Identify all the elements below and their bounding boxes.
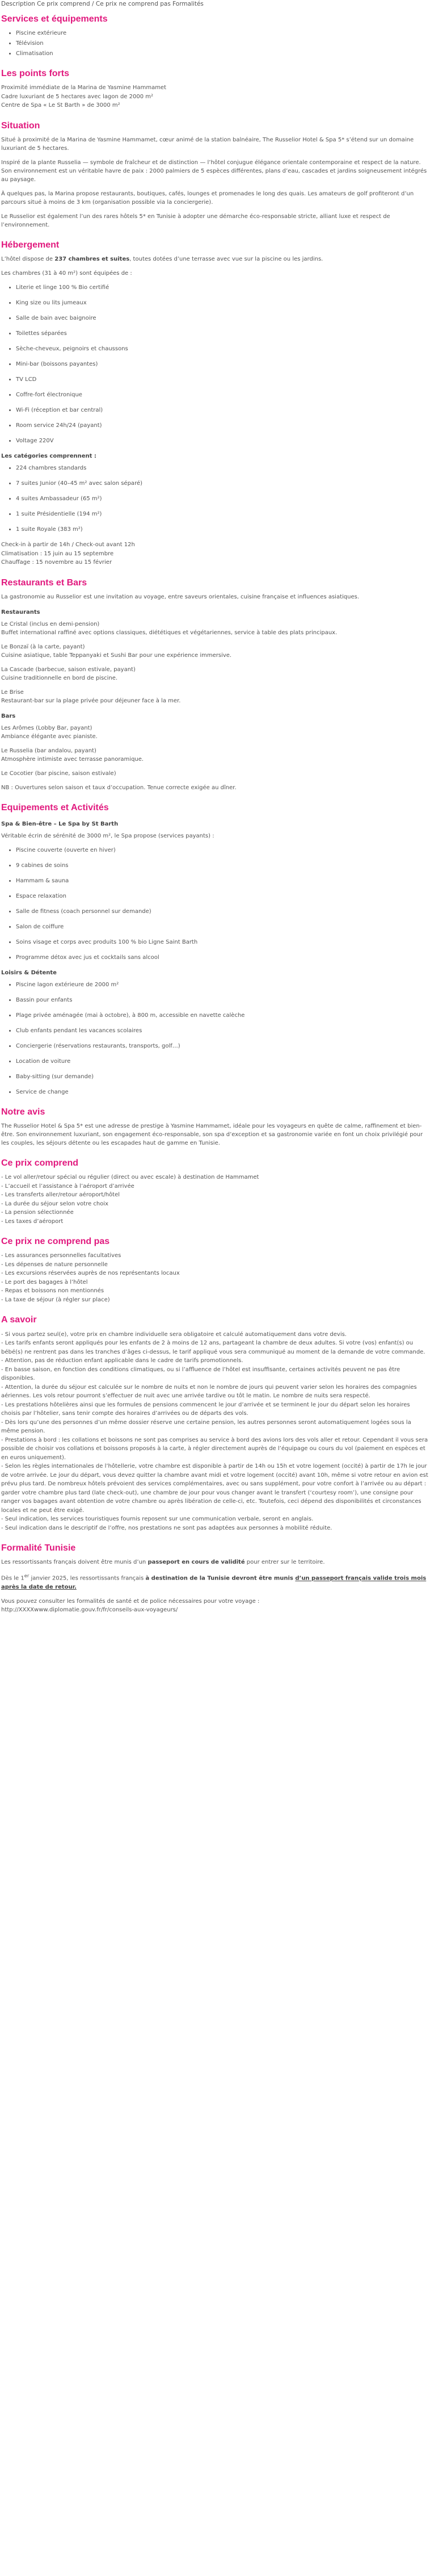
list-item: Check-in à partir de 14h / Check-out avant 12h bbox=[1, 542, 135, 548]
situation-title: Situation bbox=[1, 120, 40, 131]
list-item: • Location de voiture bbox=[16, 1057, 429, 1066]
list-item: • Club enfants pendant les vacances scolaires bbox=[16, 1027, 429, 1035]
formalite-paragraph bbox=[1, 1558, 429, 1566]
list-item: - La pension sélectionnée bbox=[1, 1209, 74, 1216]
restaurants-intro: La gastronomie au Russelior est une invitation au voyage, entre saveurs orientales, cuisine française et influences asiatiques. bbox=[1, 593, 360, 600]
restaurant-item bbox=[1, 688, 429, 705]
formalite-underlined: d’un passeport français valide trois mois après la date de retour. bbox=[1, 1575, 427, 1590]
hebergement-intro-post: , toutes dotées d’une terrasse avec vue sur la piscine ou les jardins. bbox=[129, 256, 323, 262]
list-item: • 7 suites Junior (40–45 m² avec salon séparé) bbox=[16, 479, 429, 488]
list-item: - Les taxes d’aéroport bbox=[1, 1218, 64, 1225]
formalite-paragraph bbox=[1, 1597, 429, 1614]
list-item: - Seul indication, les services touristiques fournis reposent sur une communication verbale, seront en anglais. bbox=[1, 1516, 314, 1523]
formalite-text: Dès le 1 bbox=[1, 1575, 24, 1582]
spa-list bbox=[1, 846, 429, 962]
restaurants-subtitle: Restaurants bbox=[1, 609, 40, 615]
restaurant-item bbox=[1, 665, 429, 682]
a-savoir-list bbox=[1, 1330, 429, 1533]
bar-item bbox=[1, 747, 429, 764]
list-item: • 9 cabines de soins bbox=[16, 861, 429, 870]
list-item: - Selon les règles internationales de l’hôtellerie, votre chambre est disponible à partir de 14h ou 15h et votre logement (occité) à partir de 17h le jour de votre arrivée. Le jour du départ, vous devez quitter la chambre avant midi et votre logement (occité) avant 10h, même si votre retour en avion est prévu plus tard. De nombreux hôtels prévoient des services complémentaires, avec ou sans supplément, pour votre confort à l’arrivée ou au départ : garder votre chambre plus tard (late check-out), une chambre de jour pour vous changer avant le transfert (‘courtesy room’), une consigne pour ranger vos bagages avant obtention de votre chambre ou après libération de celle-ci, etc. Toutefois, ceci dépend des disponibilités et circonstances locales et ne peut être exigé. bbox=[1, 1463, 428, 1514]
notre-avis-section bbox=[1, 1107, 429, 1147]
list-item: • Plage privée aménagée (mai à octobre), à 800 m, accessible en navette calèche bbox=[16, 1011, 429, 1020]
bars-subtitle: Bars bbox=[1, 713, 16, 719]
list-item: • 1 suite Présidentielle (194 m²) bbox=[16, 510, 429, 518]
list-item: Climatisation : 15 juin au 15 septembre bbox=[1, 550, 114, 557]
list-item: - Les prestations hôtelières ainsi que les formules de pensions commencent le jour d’arrivée et se terminent le jour du départ selon les horaires choisis par l’hôtelier, sans tenir compte des horaires d’arrivées ou de départs des vols. bbox=[1, 1401, 410, 1417]
prix-comprend-section bbox=[1, 1158, 429, 1226]
loisirs-title: Loisirs & Détente bbox=[1, 969, 57, 976]
prix-comprend-list bbox=[1, 1173, 429, 1226]
list-item: • Bassin pour enfants bbox=[16, 996, 429, 1004]
restaurant-name: Le Bonzaï (à la carte, payant) bbox=[1, 643, 85, 650]
restaurants-note: NB : Ouvertures selon saison et taux d’occupation. Tenue correcte exigée au dîner. bbox=[1, 784, 237, 791]
prix-ne-comprend-title: Ce prix ne comprend pas bbox=[1, 1237, 110, 1247]
formalite-text: Vous pouvez consulter les formalités de santé et de police nécessaires pour votre voyage : bbox=[1, 1598, 260, 1605]
services-title: Services et équipements bbox=[1, 14, 108, 24]
formalite-title: Formalité Tunisie bbox=[1, 1543, 76, 1553]
list-item: • TV LCD bbox=[16, 375, 429, 384]
restaurants-title: Restaurants et Bars bbox=[1, 577, 87, 588]
services-list bbox=[1, 29, 429, 58]
situation-section bbox=[1, 120, 429, 229]
list-item: - Dès lors qu’une des personnes d’un même dossier réserve une certaine pension, les autres personnes seront automatiquement logées sous la même pension. bbox=[1, 1419, 411, 1435]
prix-comprend-title: Ce prix comprend bbox=[1, 1158, 79, 1168]
list-item: • Room service 24h/24 (payant) bbox=[16, 421, 429, 430]
list-item: Cadre luxuriant de 5 hectares avec lagon de 2000 m² bbox=[1, 93, 154, 100]
loisirs-list bbox=[1, 981, 429, 1096]
rooms-intro: Les chambres (31 à 40 m²) sont équipées de : bbox=[1, 270, 132, 277]
hebergement-intro-pre: L’hôtel dispose de bbox=[1, 256, 55, 262]
bar-desc: Ambiance élégante avec pianiste. bbox=[1, 733, 98, 740]
list-item: • Hammam & sauna bbox=[16, 877, 429, 885]
page-tabs-line: Description Ce prix comprend / Ce prix ne comprend pas Formalités bbox=[1, 1, 204, 7]
formalite-text: Les ressortissants français doivent être munis d’un bbox=[1, 1559, 148, 1566]
list-item: • Literie et linge 100 % Bio certifié bbox=[16, 283, 429, 292]
restaurant-name: Le Brise bbox=[1, 689, 24, 696]
practical-info bbox=[1, 541, 429, 567]
formalite-text: janvier 2025, les ressortissants français bbox=[29, 1575, 146, 1582]
categories-title: Les catégories comprennent : bbox=[1, 453, 96, 459]
bar-item bbox=[1, 769, 429, 778]
hebergement-section bbox=[1, 240, 429, 567]
restaurant-desc: Cuisine asiatique, table Teppanyaki et Sushi Bar pour une expérience immersive. bbox=[1, 652, 232, 659]
points-forts-section bbox=[1, 68, 429, 110]
list-item: • King size ou lits jumeaux bbox=[16, 299, 429, 307]
restaurant-name: Le Cristal (inclus en demi-pension) bbox=[1, 621, 100, 627]
list-item: • Télévision bbox=[16, 39, 429, 48]
list-item: • Piscine couverte (ouverte en hiver) bbox=[16, 846, 429, 855]
list-item: - Repas et boissons non mentionnés bbox=[1, 1288, 104, 1295]
list-item: - En basse saison, en fonction des conditions climatiques, ou si l’affluence de l’hôtel est insuffisante, certaines activités peuvent ne pas être disponibles. bbox=[1, 1366, 401, 1382]
a-savoir-section bbox=[1, 1314, 429, 1532]
list-item: - Attention, la durée du séjour est calculée sur le nombre de nuits et non le nombre de jours qui peuvent varier selon les horaires des compagnies aériennes. Les vols retour pourront s’effectuer de nuit avec une arrivée tardive ou tôt le matin. Le nombre de nuits sera respecté. bbox=[1, 1384, 417, 1400]
bar-desc: Atmosphère intimiste avec terrasse panoramique. bbox=[1, 756, 144, 763]
list-item: • Salon de coiffure bbox=[16, 923, 429, 931]
formalite-bold: passeport en cours de validité bbox=[147, 1559, 245, 1566]
list-item: - Les dépenses de nature personnelle bbox=[1, 1261, 108, 1268]
list-item: • Mini-bar (boissons payantes) bbox=[16, 360, 429, 368]
formalite-paragraph bbox=[1, 1572, 429, 1591]
list-item: • Piscine lagon extérieure de 2000 m² bbox=[16, 981, 429, 989]
list-item: • Voltage 220V bbox=[16, 437, 429, 445]
diplomatie-link[interactable]: http://XXXXwww.diplomatie.gouv.fr/fr/conseils-aux-voyageurs/ bbox=[1, 1606, 178, 1613]
list-item: - Si vous partez seul(e), votre prix en chambre individuelle sera obligatoire et calculé automatiquement dans votre devis. bbox=[1, 1331, 347, 1338]
list-item: • Espace relaxation bbox=[16, 892, 429, 900]
list-item: • Service de change bbox=[16, 1088, 429, 1096]
hebergement-intro bbox=[1, 255, 429, 263]
bar-name: Les Arômes (Lobby Bar, payant) bbox=[1, 724, 92, 731]
list-item: - Le port des bagages à l’hôtel bbox=[1, 1279, 88, 1285]
hebergement-intro-bold: 237 chambres et suites bbox=[54, 256, 130, 262]
bar-name: Le Cocotier (bar piscine, saison estivale) bbox=[1, 770, 116, 777]
list-item: Chauffage : 15 novembre au 15 février bbox=[1, 559, 112, 566]
list-item: • Toilettes séparées bbox=[16, 329, 429, 338]
list-item: • 4 suites Ambassadeur (65 m²) bbox=[16, 495, 429, 503]
list-item: • Salle de bain avec baignoire bbox=[16, 314, 429, 322]
situation-paragraph: Le Russelior est également l’un des rares hôtels 5* en Tunisie à adopter une démarche éco-responsable stricte, alliant luxe et respect de l’environnement. bbox=[1, 213, 390, 228]
list-item: - Attention, pas de réduction enfant applicable dans le cadre de tarifs promotionnels. bbox=[1, 1358, 243, 1364]
list-item: • 224 chambres standards bbox=[16, 464, 429, 472]
restaurant-item bbox=[1, 620, 429, 637]
situation-paragraph: Situé à proximité de la Marina de Yasmine Hammamet, cœur animé de la station balnéaire, The Russelior Hotel & Spa 5* s’étend sur un domaine luxuriant de 5 hectares. bbox=[1, 136, 414, 152]
list-item: - Le vol aller/retour spécial ou régulier (direct ou avec escale) à destination de Hammamet bbox=[1, 1174, 259, 1181]
list-item: Proximité immédiate de la Marina de Yasmine Hammamet bbox=[1, 85, 167, 91]
list-item: - La durée du séjour selon votre choix bbox=[1, 1200, 109, 1207]
list-item: • Sèche-cheveux, peignoirs et chaussons bbox=[16, 345, 429, 353]
list-item: - Les excursions réservées auprès de nos représentants locaux bbox=[1, 1270, 180, 1277]
list-item: • Piscine extérieure bbox=[16, 29, 429, 37]
restaurant-desc: Restaurant-bar sur la plage privée pour déjeuner face à la mer. bbox=[1, 697, 181, 704]
notre-avis-text: The Russelior Hotel & Spa 5* est une adresse de prestige à Yasmine Hammamet, idéale pour les voyageurs en quête de calme, raffinement et bien-être. Son environnement luxuriant, son engagement éco-responsable, son spa d’exception et sa gastronomie variée en font un choix privilégié pour les couples, les séjours détente ou les escapades haut de gamme en Tunisie. bbox=[1, 1123, 423, 1147]
restaurant-desc: Buffet international raffiné avec options classiques, diététiques et végétariennes, service à table des plats principaux. bbox=[1, 629, 338, 636]
list-item: • Salle de fitness (coach personnel sur demande) bbox=[16, 907, 429, 916]
list-item: - La taxe de séjour (à régler sur place) bbox=[1, 1296, 110, 1303]
categories-list bbox=[1, 464, 429, 534]
list-item: - Les transferts aller/retour aéroport/hôtel bbox=[1, 1192, 120, 1199]
restaurants-section bbox=[1, 577, 429, 792]
situation-paragraph: À quelques pas, la Marina propose restaurants, boutiques, cafés, lounges et promenades le long des quais. Les amateurs de golf profiteront d’un parcours situé à moins de 3 km (organisation possible via la conciergerie). bbox=[1, 190, 414, 206]
list-item: • Climatisation bbox=[16, 49, 429, 58]
bar-item bbox=[1, 724, 429, 741]
bar-name: Le Russelia (bar andalou, payant) bbox=[1, 747, 96, 754]
list-item: • Soins visage et corps avec produits 100 % bio Ligne Saint Barth bbox=[16, 938, 429, 946]
points-forts-title: Les points forts bbox=[1, 68, 70, 78]
spa-title: Spa & Bien-être – Le Spa by St Barth bbox=[1, 820, 119, 827]
formalite-bold: à destination de la Tunisie devront être munis bbox=[145, 1575, 296, 1582]
formalite-sup: er bbox=[24, 1573, 29, 1579]
list-item: Centre de Spa « Le St Barth » de 3000 m² bbox=[1, 102, 120, 109]
spa-intro: Véritable écrin de sérénité de 3000 m², le Spa propose (services payants) : bbox=[1, 832, 214, 839]
restaurant-name: La Cascade (barbecue, saison estivale, payant) bbox=[1, 666, 136, 673]
formalite-section bbox=[1, 1543, 429, 1614]
list-item: • Baby-sitting (sur demande) bbox=[16, 1073, 429, 1081]
points-forts-lines bbox=[1, 83, 429, 110]
activites-section bbox=[1, 802, 429, 1096]
list-item: - Prestations à bord : les collations et boissons ne sont pas comprises au service à bord des avions lors des vols aller et retour. Cependant il vous sera possible de choisir vos collations et boissons proposés à la carte, à régler directement auprès de l’équipage ou cours du vol (paiement en espèces et en euros uniquement). bbox=[1, 1436, 428, 1461]
prix-ne-comprend-section bbox=[1, 1236, 429, 1304]
services-section bbox=[1, 14, 429, 58]
activites-title: Equipements et Activités bbox=[1, 802, 109, 812]
list-item: • Coffre-fort électronique bbox=[16, 391, 429, 399]
list-item: • Programme détox avec jus et cocktails sans alcool bbox=[16, 953, 429, 962]
hebergement-title: Hébergement bbox=[1, 240, 60, 250]
list-item: - Les tarifs enfants seront appliqués pour les enfants de 2 à moins de 12 ans, partageant la chambre de deux adultes. Si votre (vos) enfant(s) ou bébé(s) ne rentrent pas dans les tranches d’âges ci-dessus, le tarif appliqué vous sera communiqué au moment de la demande de votre commande. bbox=[1, 1340, 425, 1355]
list-item: • Wi-Fi (réception et bar central) bbox=[16, 406, 429, 414]
list-item: - L’accueil et l’assistance à l’aéroport d’arrivée bbox=[1, 1183, 134, 1189]
list-item: • 1 suite Royale (383 m²) bbox=[16, 525, 429, 534]
formalite-text: pour entrer sur le territoire. bbox=[244, 1559, 325, 1566]
list-item: - Les assurances personnelles facultatives bbox=[1, 1253, 121, 1259]
situation-paragraph: Inspiré de la plante Russelia — symbole de fraîcheur et de distinction — l’hôtel conjugue élégance orientale contemporaine et respect de la nature. Son environnement est un véritable havre de paix : 2000 palmiers de 5 espèces différentes, plans d’eau, cascades et jardins soigneusement intégrés au paysage. bbox=[1, 159, 427, 183]
list-item: • Conciergerie (réservations restaurants, transports, golf…) bbox=[16, 1042, 429, 1050]
prix-ne-comprend-list bbox=[1, 1251, 429, 1304]
restaurant-item bbox=[1, 643, 429, 660]
notre-avis-title: Notre avis bbox=[1, 1107, 45, 1117]
a-savoir-title: A savoir bbox=[1, 1315, 37, 1325]
restaurant-desc: Cuisine traditionnelle en bord de piscine. bbox=[1, 675, 118, 681]
list-item: - Seul indication dans le descriptif de l’offre, nos prestations ne sont pas adaptées aux personnes à mobilité réduite. bbox=[1, 1524, 332, 1531]
room-equipment-list bbox=[1, 283, 429, 445]
